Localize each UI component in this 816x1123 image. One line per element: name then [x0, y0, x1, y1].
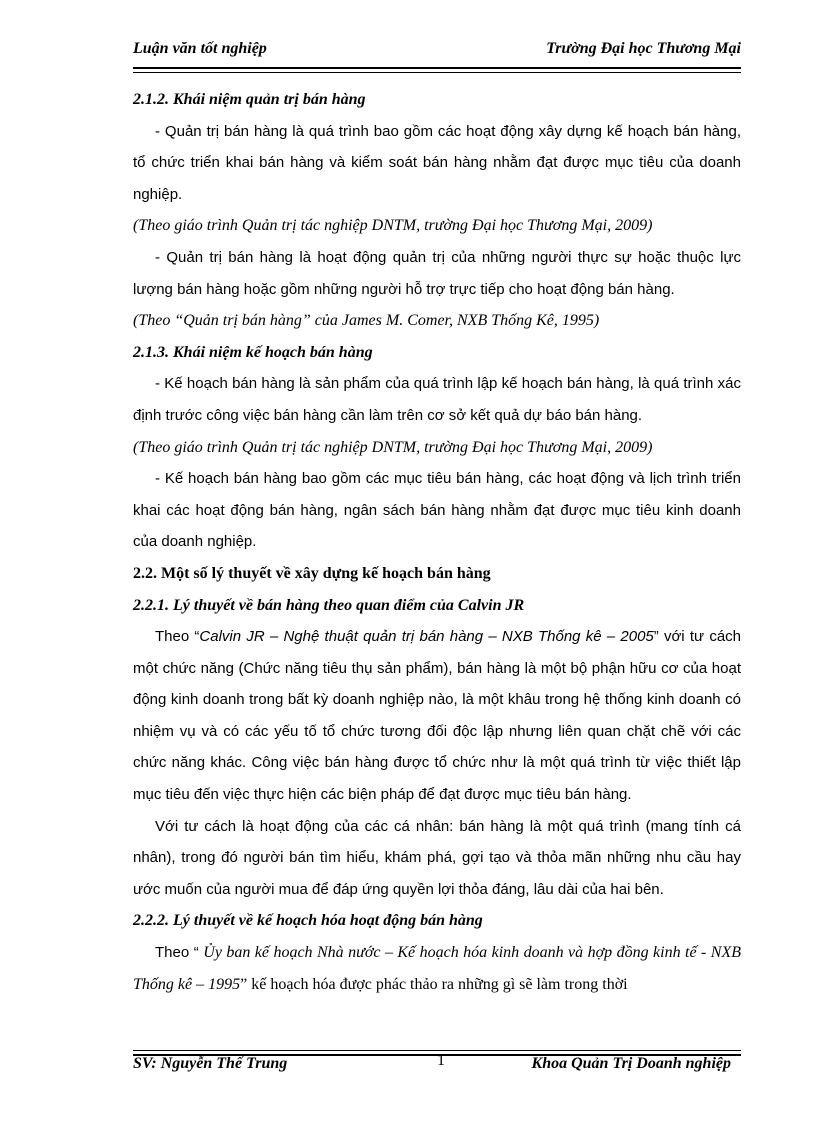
header-left: Luận văn tốt nghiệp — [133, 40, 267, 57]
heading-2-1-3: 2.1.3. Khái niệm kế hoạch bán hàng — [133, 343, 373, 361]
citation: (Theo “Quản trị bán hàng” của James M. Comer, NXB Thống Kê, 1995) — [133, 312, 600, 330]
paragraph — [133, 621, 741, 811]
paragraph — [133, 937, 741, 1000]
header-rule-thick — [133, 67, 741, 69]
heading-2-2: 2.2. Một số lý thuyết về xây dựng kế hoạch bán hàng — [133, 564, 491, 582]
paragraph-text: Theo “ — [155, 944, 199, 962]
heading-2-2-2: 2.2.2. Lý thuyết về kế hoạch hóa hoạt động bán hàng — [133, 912, 483, 930]
paragraph-text: ” với tư cách một chức năng (Chức năng tiêu thụ sản phẩm), bán hàng là một bộ phận hữu cơ của hoạt động kinh doanh trong bất kỳ doanh nghiệp nào, là một khâu trong hệ thống kinh doanh có nhiệm vụ và có các yếu tố tổ chức tương đối độc lập nhưng liên quan chặt chẽ với các chức năng khác. Công việc bán hàng được tổ chức như là một quá trình từ việc thiết lập mục tiêu đến việc thực hiện các biện pháp để đạt được mục tiêu bán hàng. — [133, 628, 741, 804]
header-right: Trường Đại học Thương Mại — [546, 40, 741, 57]
paragraph: - Kế hoạch bán hàng bao gồm các mục tiêu bán hàng, các hoạt động và lịch trình triển khai các hoạt động bán hàng, ngân sách bán hàng nhằm đạt được mục tiêu kinh doanh của doanh nghiệp. — [133, 470, 741, 551]
citation: (Theo giáo trình Quản trị tác nghiệp DNTM, trường Đại học Thương Mại, 2009) — [133, 217, 653, 235]
footer-author: SV: Nguyễn Thế Trung — [133, 1055, 288, 1072]
page-header — [133, 40, 741, 64]
reference-title: Calvin JR – Nghệ thuật quản trị bán hàng – NXB Thống kê – 2005 — [199, 628, 654, 646]
citation: (Theo giáo trình Quản trị tác nghiệp DNTM, trường Đại học Thương Mại, 2009) — [133, 438, 653, 456]
paragraph: Với tư cách là hoạt động của các cá nhân: bán hàng là một quá trình (mang tính cá nhân), trong đó người bán tìm hiểu, khám phá, gợi tạo và thỏa mãn những nhu cầu hay ước muốn của người mua để đáp ứng quyền lợi thỏa đáng, lâu dài của hai bên. — [133, 817, 741, 898]
page-footer — [133, 1052, 741, 1079]
paragraph: - Quản trị bán hàng là hoạt động quản trị của những người thực sự hoặc thuộc lực lượng bán hàng hoặc gồm những người hỗ trợ trực tiếp cho hoạt động bán hàng. — [133, 248, 741, 298]
document-body — [133, 84, 741, 1000]
footer-department: Khoa Quản Trị Doanh nghiệp — [531, 1055, 731, 1072]
paragraph-text: ” kế hoạch hóa được phác thảo ra những gì sẽ làm trong thời — [240, 975, 628, 993]
header-rule-thin — [133, 72, 741, 73]
paragraph-text: Theo “ — [155, 628, 200, 646]
paragraph: - Kế hoạch bán hàng là sản phẩm của quá trình lập kế hoạch bán hàng, là quá trình xác định trước công việc bán hàng cần làm trên cơ sở kết quả dự báo bán hàng. — [133, 375, 741, 424]
reference-title: Ủy ban kế hoạch Nhà nước – Kế hoạch hóa kinh doanh và hợp đồng kinh tế - NXB Thống kê – 1995 — [133, 944, 742, 993]
page-number: 1 — [437, 1052, 445, 1069]
footer-rule-thin — [133, 1050, 741, 1051]
paragraph: - Quản trị bán hàng là quá trình bao gồm các hoạt động xây dựng kế hoạch bán hàng, tổ chức triển khai bán hàng và kiểm soát bán hàng nhằm đạt được mục tiêu của doanh nghiệp. — [133, 122, 741, 203]
heading-2-1-2: 2.1.2. Khái niệm quản trị bán hàng — [133, 91, 366, 108]
heading-2-2-1: 2.2.1. Lý thuyết về bán hàng theo quan điểm của Calvin JR — [133, 596, 525, 614]
